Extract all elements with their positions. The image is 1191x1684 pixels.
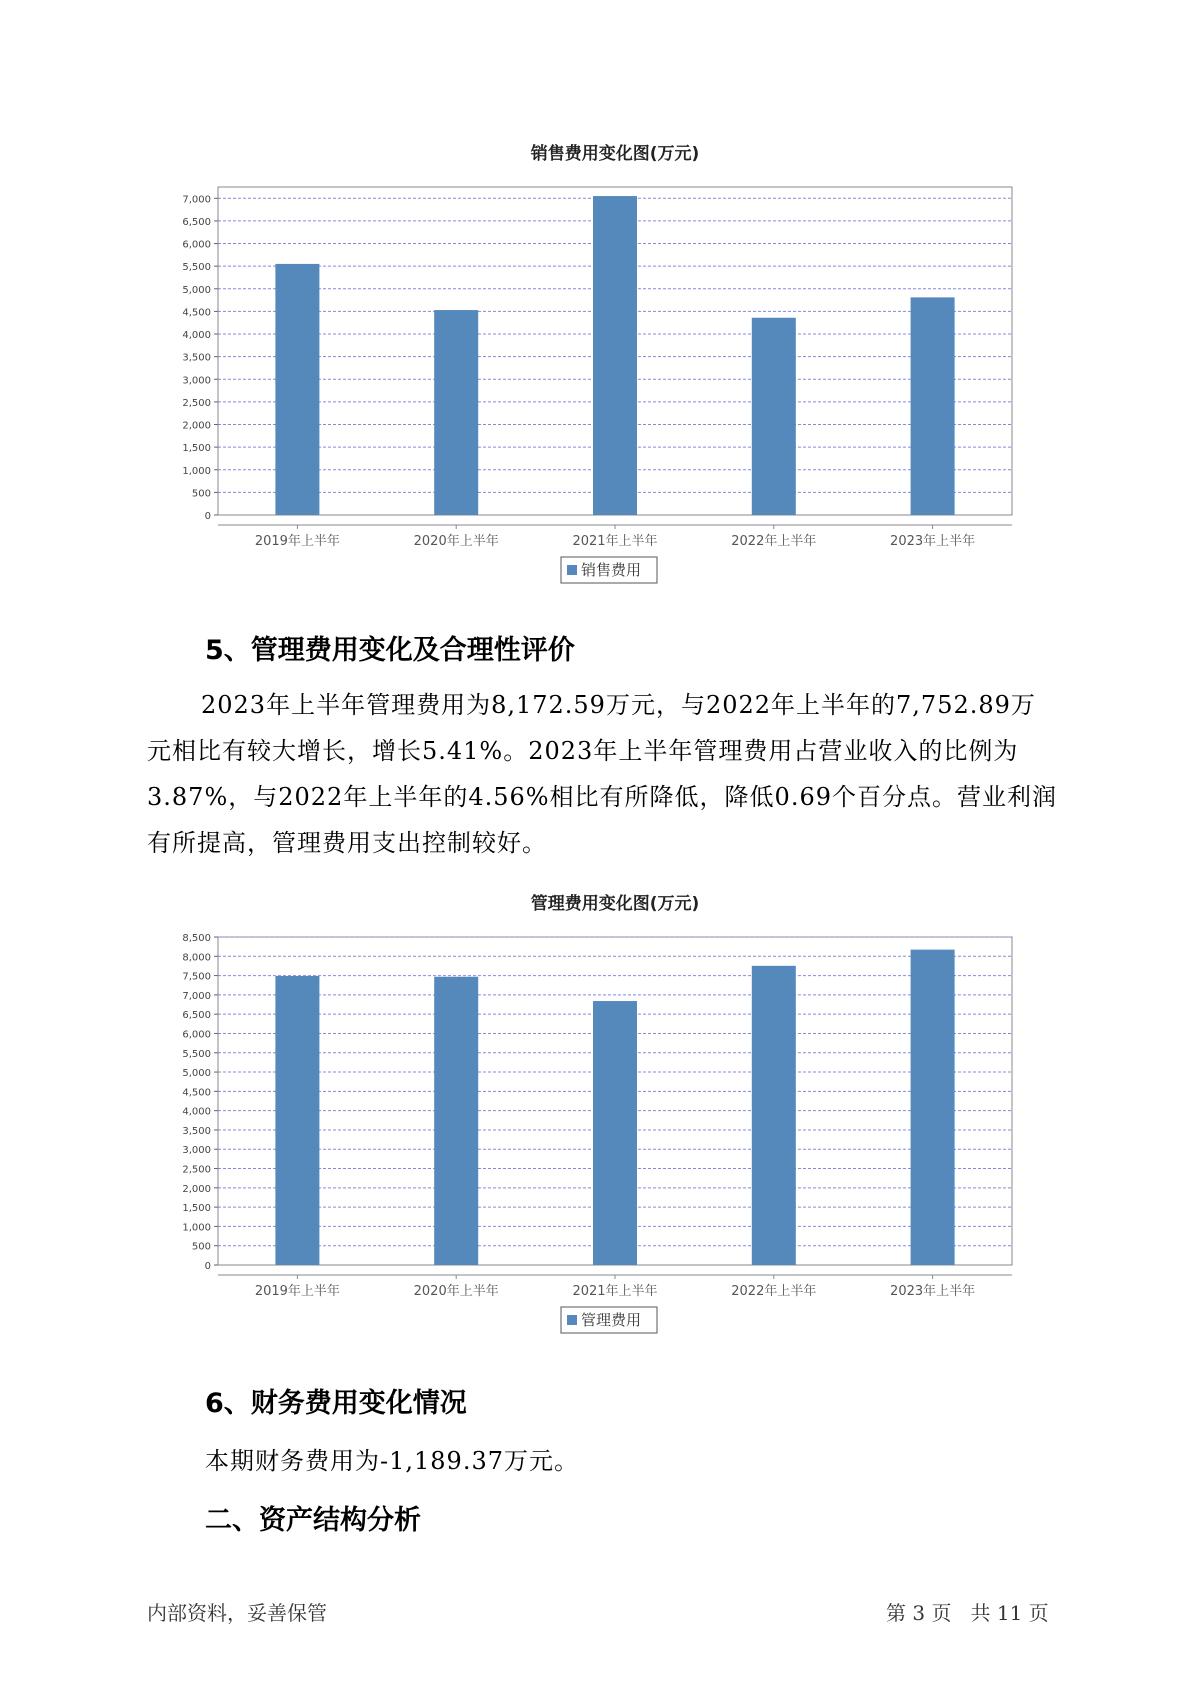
chart1-y-tick-label: 3,500 xyxy=(182,1125,211,1137)
chart1-title: 管理费用变化图(万元) xyxy=(530,894,700,914)
chart1-y-tick-label: 8,500 xyxy=(182,933,211,944)
chart0-bar xyxy=(593,196,637,515)
chart0-y-tick-label: 6,500 xyxy=(182,216,211,228)
chart1-x-tick-label: 2019年上半年 xyxy=(254,1284,340,1299)
chart1-legend xyxy=(561,1307,657,1333)
admin-expense-chart xyxy=(0,885,1191,1345)
section6-paragraph: 本期财务费用为-1,189.37万元。 xyxy=(205,1447,579,1475)
chart0-legend xyxy=(561,557,657,583)
footer-right: 第 3 页 共 11 页 xyxy=(886,1601,1049,1625)
chart0-x-tick-label: 2019年上半年 xyxy=(254,534,340,549)
chart0-y-tick-label: 7,000 xyxy=(182,194,211,206)
chart0-y-tick-label: 500 xyxy=(191,488,211,500)
chart1-y-tick-label: 1,000 xyxy=(182,1222,211,1234)
section-two-heading: 二、资产结构分析 xyxy=(205,1505,421,1536)
chart0-x-tick-label: 2021年上半年 xyxy=(572,534,658,549)
chart1-y-tick-label: 6,500 xyxy=(182,1010,211,1022)
chart1-legend-swatch xyxy=(567,1315,577,1325)
chart1-x-tick-label: 2020年上半年 xyxy=(413,1284,499,1299)
chart0-y-tick-label: 1,500 xyxy=(182,443,211,455)
chart0-y-tick-label: 0 xyxy=(204,511,211,522)
chart1-y-tick-label: 5,500 xyxy=(182,1048,211,1060)
chart1-y-tick-label: 7,500 xyxy=(182,971,211,983)
section6-heading: 6、财务费用变化情况 xyxy=(205,1388,467,1419)
chart1-x-tick-label: 2022年上半年 xyxy=(731,1284,817,1299)
chart1-x-tick-label: 2023年上半年 xyxy=(890,1284,976,1299)
admin-expense-chart-svg xyxy=(0,885,1191,1345)
chart0-y-tick-label: 6,000 xyxy=(182,239,211,251)
chart1-y-tick-label: 8,000 xyxy=(182,952,211,964)
chart1-bar xyxy=(275,976,319,1265)
chart1-legend-label: 管理费用 xyxy=(581,1311,642,1329)
chart1-y-tick-label: 500 xyxy=(191,1241,211,1253)
chart0-y-tick-label: 5,000 xyxy=(182,284,211,296)
section5-paragraph: 2023年上半年管理费用为8,172.59万元，与2022年上半年的7,752.89万元相比有较大增长，增长5.41%。2023年上半年管理费用占营业收入的比例为3.87%，与2022年上半年的4.56%相比有所降低，降低0.69个百分点。营业利润有所提高，管理费用支出控制较好。 xyxy=(147,691,1057,857)
chart0-y-tick-label: 4,000 xyxy=(182,330,211,342)
chart0-y-tick-label: 5,500 xyxy=(182,262,211,274)
chart0-legend-swatch xyxy=(567,565,577,575)
footer-left: 内部资料，妥善保管 xyxy=(147,1601,327,1625)
chart1-y-tick-label: 2,000 xyxy=(182,1183,211,1195)
chart1-y-tick-label: 1,500 xyxy=(182,1203,211,1215)
chart1-bar xyxy=(434,977,478,1265)
chart1-y-tick-label: 7,000 xyxy=(182,990,211,1002)
sales-expense-chart-svg xyxy=(0,135,1191,595)
chart1-y-tick-label: 3,000 xyxy=(182,1145,211,1157)
chart0-bar xyxy=(434,310,478,515)
chart1-x-tick-label: 2021年上半年 xyxy=(572,1284,658,1299)
section5-heading: 5、管理费用变化及合理性评价 xyxy=(205,635,575,666)
chart0-y-tick-label: 3,000 xyxy=(182,375,211,387)
chart1-bar xyxy=(911,950,955,1265)
chart1-bar xyxy=(593,1001,637,1265)
chart0-y-tick-label: 4,500 xyxy=(182,307,211,319)
chart0-x-tick-label: 2023年上半年 xyxy=(890,534,976,549)
chart0-x-tick-label: 2020年上半年 xyxy=(413,534,499,549)
chart0-x-tick-label: 2022年上半年 xyxy=(731,534,817,549)
chart0-y-tick-label: 2,500 xyxy=(182,397,211,409)
chart1-y-tick-label: 0 xyxy=(204,1261,211,1272)
chart0-bar xyxy=(911,297,955,515)
sales-expense-chart xyxy=(0,135,1191,595)
chart1-y-tick-label: 6,000 xyxy=(182,1029,211,1041)
chart0-y-tick-label: 3,500 xyxy=(182,352,211,364)
chart1-y-tick-label: 2,500 xyxy=(182,1164,211,1176)
chart0-title: 销售费用变化图(万元) xyxy=(530,144,700,164)
chart0-y-tick-label: 1,000 xyxy=(182,465,211,477)
chart0-bar xyxy=(752,318,796,515)
chart0-y-tick-label: 2,000 xyxy=(182,420,211,432)
chart1-y-tick-label: 5,000 xyxy=(182,1068,211,1080)
chart1-y-tick-label: 4,500 xyxy=(182,1087,211,1099)
chart0-bar xyxy=(275,264,319,515)
chart0-legend-label: 销售费用 xyxy=(581,561,642,579)
chart1-bar xyxy=(752,966,796,1265)
chart1-y-tick-label: 4,000 xyxy=(182,1106,211,1118)
